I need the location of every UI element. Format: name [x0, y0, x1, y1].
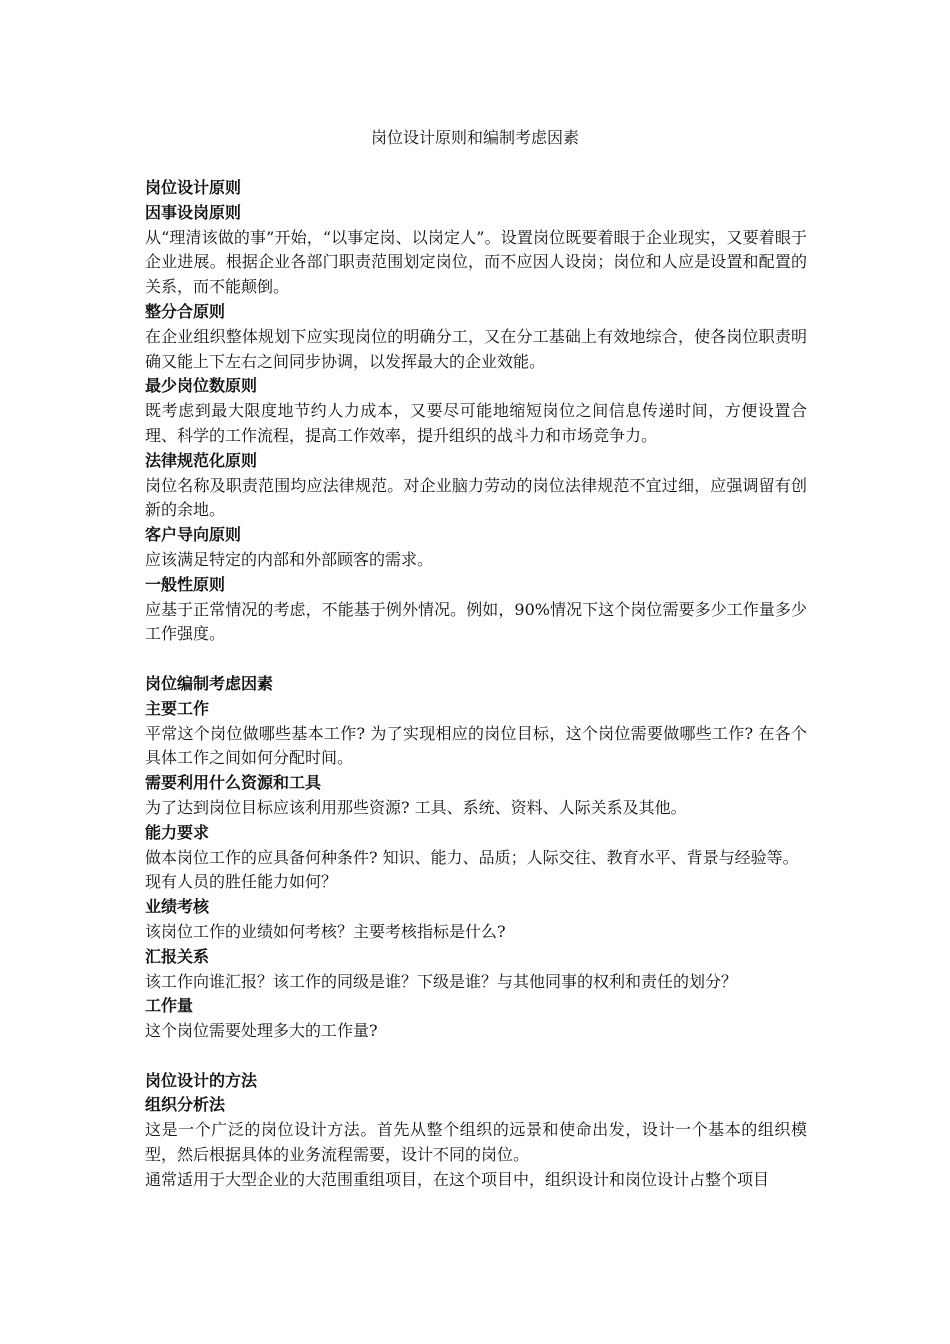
paragraph: 现有人员的胜任能力如何？	[145, 872, 338, 892]
paragraph: 为了达到岗位目标应该利用那些资源? 工具、系统、资料、人际关系及其他。	[145, 797, 687, 817]
subheading: 法律规范化原则	[145, 450, 258, 470]
section-heading: 岗位设计原则	[145, 178, 242, 197]
section-heading: 岗位编制考虑因素	[145, 673, 274, 693]
subheading: 工作量	[145, 996, 194, 1016]
paragraph: 通常适用于大型企业的大范围重组项目，在这个项目中，组织设计和岗位设计占整个项目	[145, 1169, 770, 1189]
paragraph: 应该满足特定的内部和外部顾客的需求。	[145, 549, 434, 569]
paragraph: 做本岗位工作的应具备何种条件? 知识、能力、品质；人际交往、教育水平、背景与经验等。	[145, 847, 799, 867]
subheading: 汇报关系	[145, 946, 210, 966]
paragraph: 应基于正常情况的考虑，不能基于例外情况。例如，90%情况下这个岗位需要多少工作量多少工作强度。	[145, 599, 807, 644]
paragraph: 该岗位工作的业绩如何考核？主要考核指标是什么?	[145, 921, 506, 941]
subheading: 组织分析法	[145, 1095, 226, 1115]
paragraph: 平常这个岗位做哪些基本工作? 为了实现相应的岗位目标，这个岗位需要做哪些工作? 在各个具体工作之间如何分配时间。	[145, 723, 807, 768]
paragraph: 该工作向谁汇报？该工作的同级是谁？下级是谁？与其他同事的权利和责任的划分？	[145, 971, 738, 991]
paragraph: 这是一个广泛的岗位设计方法。首先从整个组织的远景和使命出发，设计一个基本的组织模型，然后根据具体的业务流程需要，设计不同的岗位。	[145, 1120, 807, 1165]
subheading: 整分合原则	[145, 301, 226, 321]
paragraph: 在企业组织整体规划下应实现岗位的明确分工，又在分工基础上有效地综合，使各岗位职责明确又能上下左右之间同步协调，以发挥最大的企业效能。	[145, 326, 807, 371]
subheading: 主要工作	[145, 698, 210, 718]
subheading: 需要利用什么资源和工具	[145, 773, 322, 793]
document-body	[145, 176, 807, 1193]
subheading: 客户导向原则	[145, 525, 242, 545]
subheading: 因事设岗原则	[145, 202, 242, 222]
paragraph: 既考虑到最大限度地节约人力成本，又要尽可能地缩短岗位之间信息传递时间，方便设置合理、科学的工作流程，提高工作效率，提升组织的战斗力和市场竞争力。	[145, 401, 807, 445]
subheading: 业绩考核	[145, 897, 210, 917]
section-heading: 岗位设计的方法	[145, 1070, 258, 1090]
paragraph: 这个岗位需要处理多大的工作量?	[145, 1021, 378, 1041]
subheading: 能力要求	[145, 822, 210, 842]
paragraph: 从“理清该做的事”开始，“以事定岗、以岗定人”。设置岗位既要着眼于企业现实，又要着眼于企业进展。根据企业各部门职责范围划定岗位，而不应因人设岗；岗位和人应是设置和配置的关系，而不能颠倒。	[145, 227, 807, 297]
subheading: 最少岗位数原则	[145, 376, 258, 396]
subheading: 一般性原则	[145, 574, 226, 594]
blank-line	[145, 647, 807, 672]
blank-line	[145, 1044, 807, 1069]
paragraph: 岗位名称及职责范围均应法律规范。对企业脑力劳动的岗位法律规范不宜过细，应强调留有创新的余地。	[145, 475, 807, 520]
document-title: 岗位设计原则和编制考虑因素	[370, 128, 579, 147]
